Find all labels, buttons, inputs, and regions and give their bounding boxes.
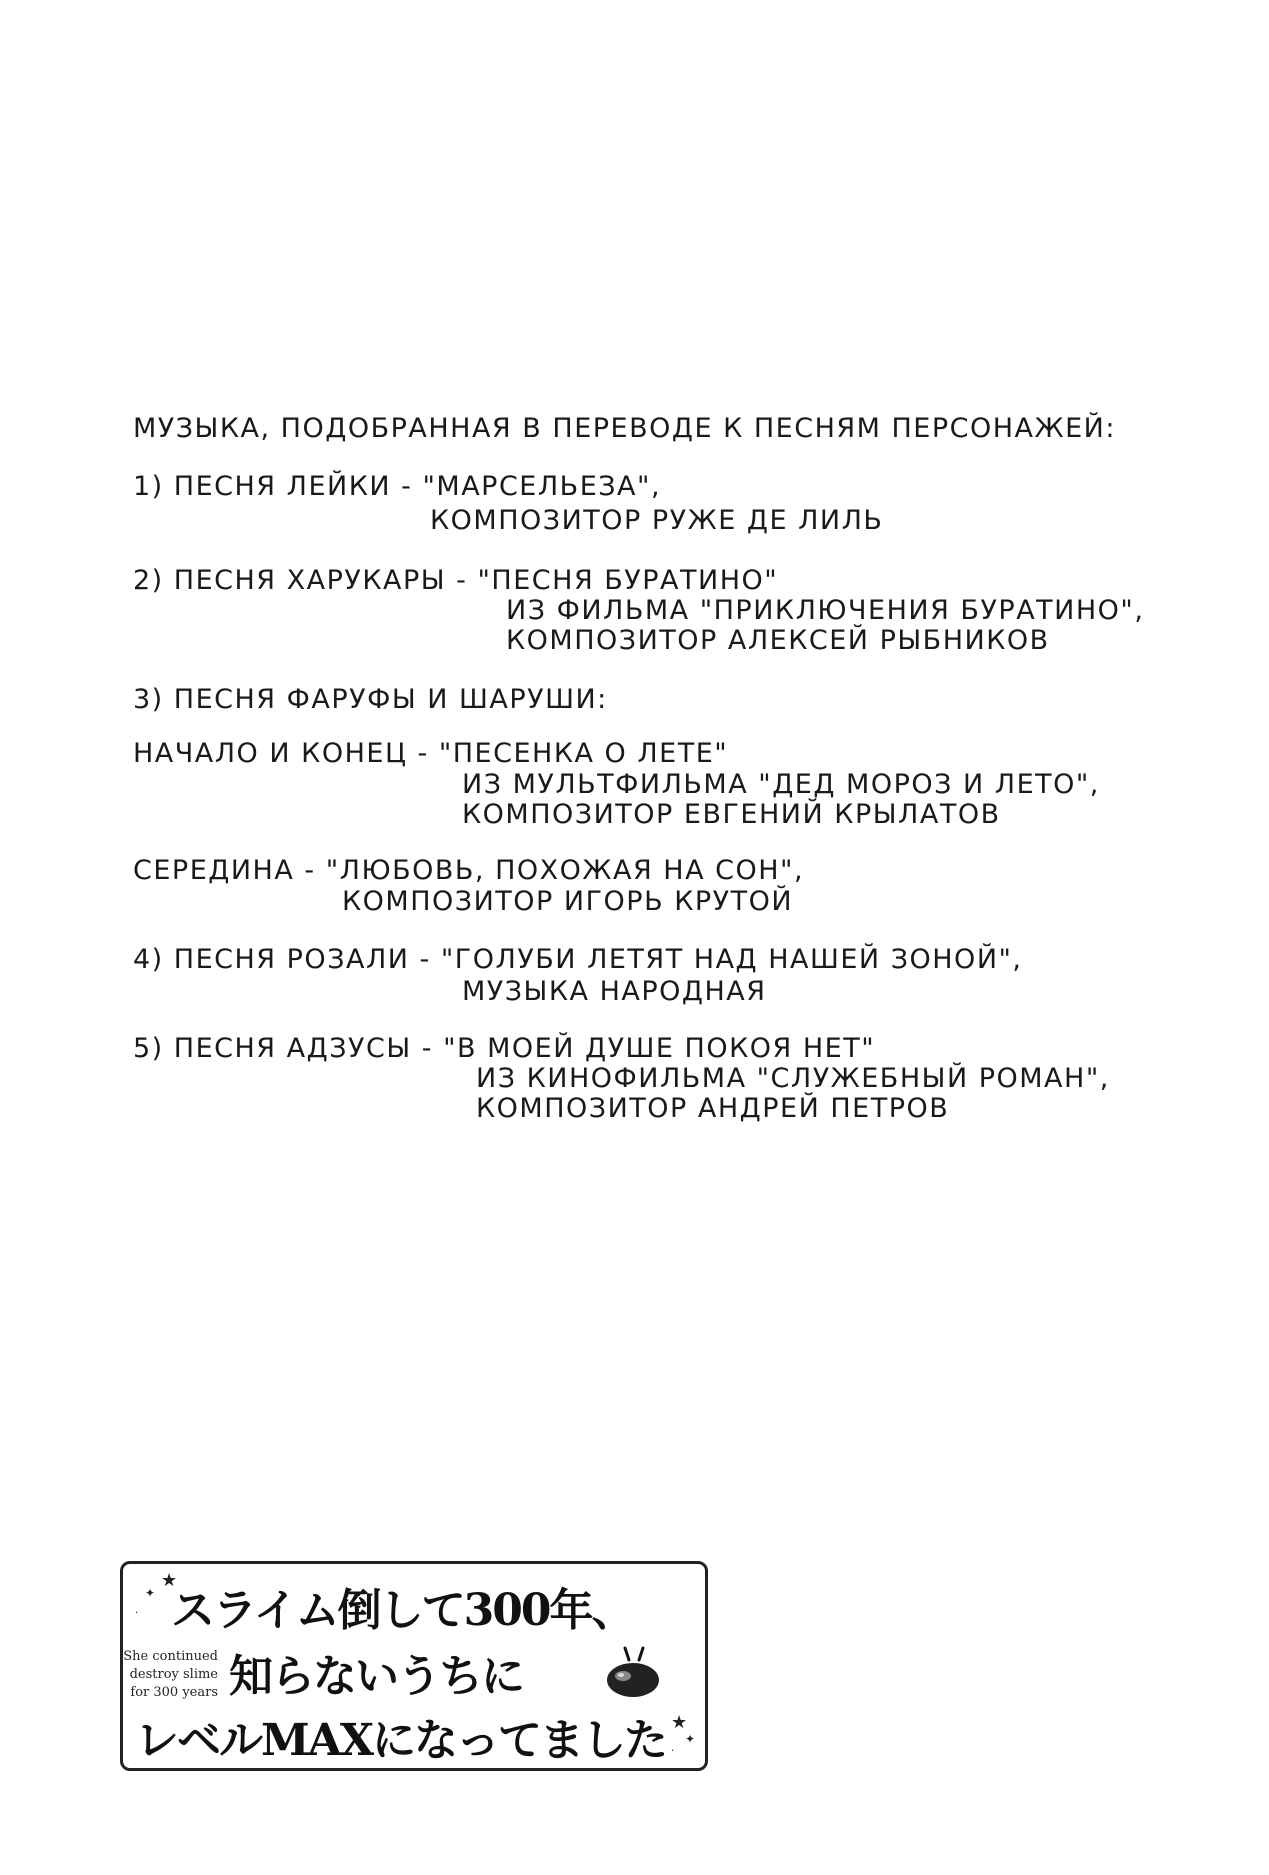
- logo-english-line: She continued: [123, 1649, 218, 1664]
- series-logo: [120, 1561, 708, 1771]
- logo-english-line: for 300 years: [130, 1685, 218, 1700]
- credit-line-9: КОМПОЗИТОР ЕВГЕНИЙ КРЫЛАТОВ: [462, 799, 1001, 830]
- star-icon: ★: [161, 1570, 178, 1591]
- slime-icon: [603, 1646, 663, 1698]
- credit-line-5: КОМПОЗИТОР АЛЕКСЕЙ РЫБНИКОВ: [506, 625, 1050, 656]
- credit-line-13: МУЗЫКА НАРОДНАЯ: [462, 976, 767, 1007]
- credit-line-12: 4) ПЕСНЯ РОЗАЛИ - "ГОЛУБИ ЛЕТЯТ НАД НАШЕЙ ЗОНОЙ",: [133, 944, 1023, 975]
- star-icon: ★: [671, 1712, 688, 1733]
- credit-line-15: ИЗ КИНОФИЛЬМА "СЛУЖЕБНЫЙ РОМАН",: [476, 1063, 1110, 1094]
- credit-line-4: ИЗ ФИЛЬМА "ПРИКЛЮЧЕНИЯ БУРАТИНО",: [506, 595, 1145, 626]
- credits-heading: МУЗЫКА, ПОДОБРАННАЯ В ПЕРЕВОДЕ К ПЕСНЯМ ПЕРСОНАЖЕЙ:: [133, 413, 1116, 444]
- logo-english-line: destroy slime: [129, 1667, 218, 1682]
- star-icon: ·: [671, 1746, 675, 1757]
- credit-line-7: НАЧАЛО И КОНЕЦ - "ПЕСЕНКА О ЛЕТЕ": [133, 738, 729, 769]
- credit-line-6: 3) ПЕСНЯ ФАРУФЫ И ШАРУШИ:: [133, 684, 608, 715]
- star-icon: ·: [135, 1608, 139, 1619]
- credit-line-1: 1) ПЕСНЯ ЛЕЙКИ - "МАРСЕЛЬЕЗА",: [133, 471, 662, 502]
- star-icon: ✦: [145, 1586, 156, 1600]
- credit-line-2: КОМПОЗИТОР РУЖЕ ДЕ ЛИЛЬ: [430, 505, 884, 536]
- star-icon: ✦: [685, 1732, 696, 1746]
- credit-line-16: КОМПОЗИТОР АНДРЕЙ ПЕТРОВ: [476, 1093, 950, 1124]
- credit-line-11: КОМПОЗИТОР ИГОРЬ КРУТОЙ: [342, 886, 794, 917]
- credit-line-3: 2) ПЕСНЯ ХАРУКАРЫ - "ПЕСНЯ БУРАТИНО": [133, 565, 779, 596]
- logo-title-line-3: レベルMAXになってました: [135, 1715, 666, 1766]
- credit-line-14: 5) ПЕСНЯ АДЗУСЫ - "В МОЕЙ ДУШЕ ПОКОЯ НЕТ": [133, 1033, 876, 1064]
- logo-english-subtitle: [123, 1648, 218, 1702]
- logo-title-line-1: スライム倒して300年、: [171, 1585, 634, 1636]
- credit-line-8: ИЗ МУЛЬТФИЛЬМА "ДЕД МОРОЗ И ЛЕТО",: [462, 769, 1100, 800]
- credit-line-10: СЕРЕДИНА - "ЛЮБОВЬ, ПОХОЖАЯ НА СОН",: [133, 855, 805, 886]
- logo-title-line-2: 知らないうちに: [229, 1651, 523, 1702]
